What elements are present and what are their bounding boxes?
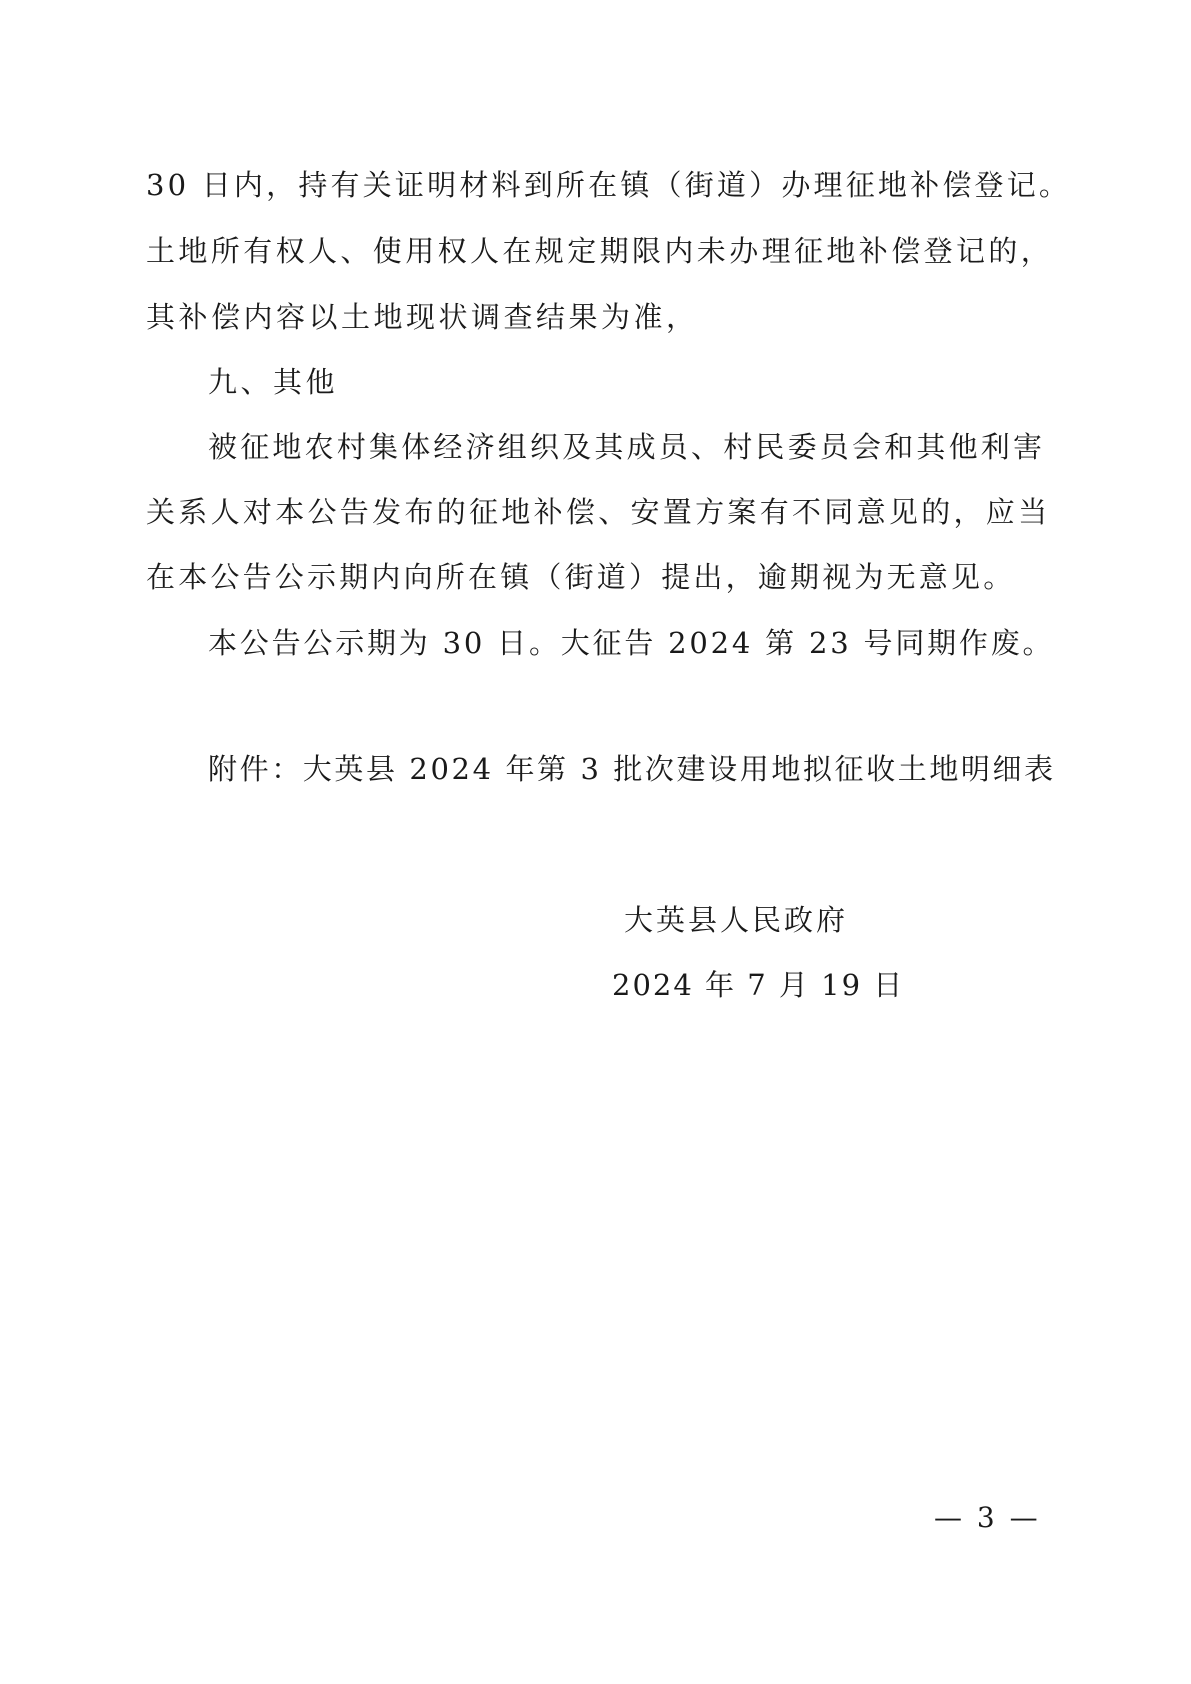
issue-date: 2024 年 7 月 19 日 bbox=[612, 968, 905, 1002]
attachment-line: 附件：大英县 2024 年第 3 批次建设用地拟征收土地明细表 bbox=[208, 752, 1056, 786]
page-number: — 3 — bbox=[934, 1501, 1041, 1534]
body-line-7: 在本公告公示期内向所在镇（街道）提出，逾期视为无意见。 bbox=[146, 560, 1016, 594]
body-line-2: 土地所有权人、使用权人在规定期限内未办理征地补偿登记的， bbox=[146, 234, 1054, 268]
body-line-8: 本公告公示期为 30 日。大征告 2024 第 23 号同期作废。 bbox=[208, 626, 1055, 660]
body-line-3: 其补偿内容以土地现状调查结果为准， bbox=[146, 300, 699, 334]
body-line-5: 被征地农村集体经济组织及其成员、村民委员会和其他利害 bbox=[208, 430, 1046, 464]
issuing-organization: 大英县人民政府 bbox=[624, 903, 849, 937]
body-line-1: 30 日内，持有关证明材料到所在镇（街道）办理征地补偿登记。 bbox=[146, 168, 1072, 202]
section-heading-other: 九、其他 bbox=[208, 365, 339, 399]
body-line-6: 关系人对本公告发布的征地补偿、安置方案有不同意见的，应当 bbox=[146, 495, 1051, 529]
